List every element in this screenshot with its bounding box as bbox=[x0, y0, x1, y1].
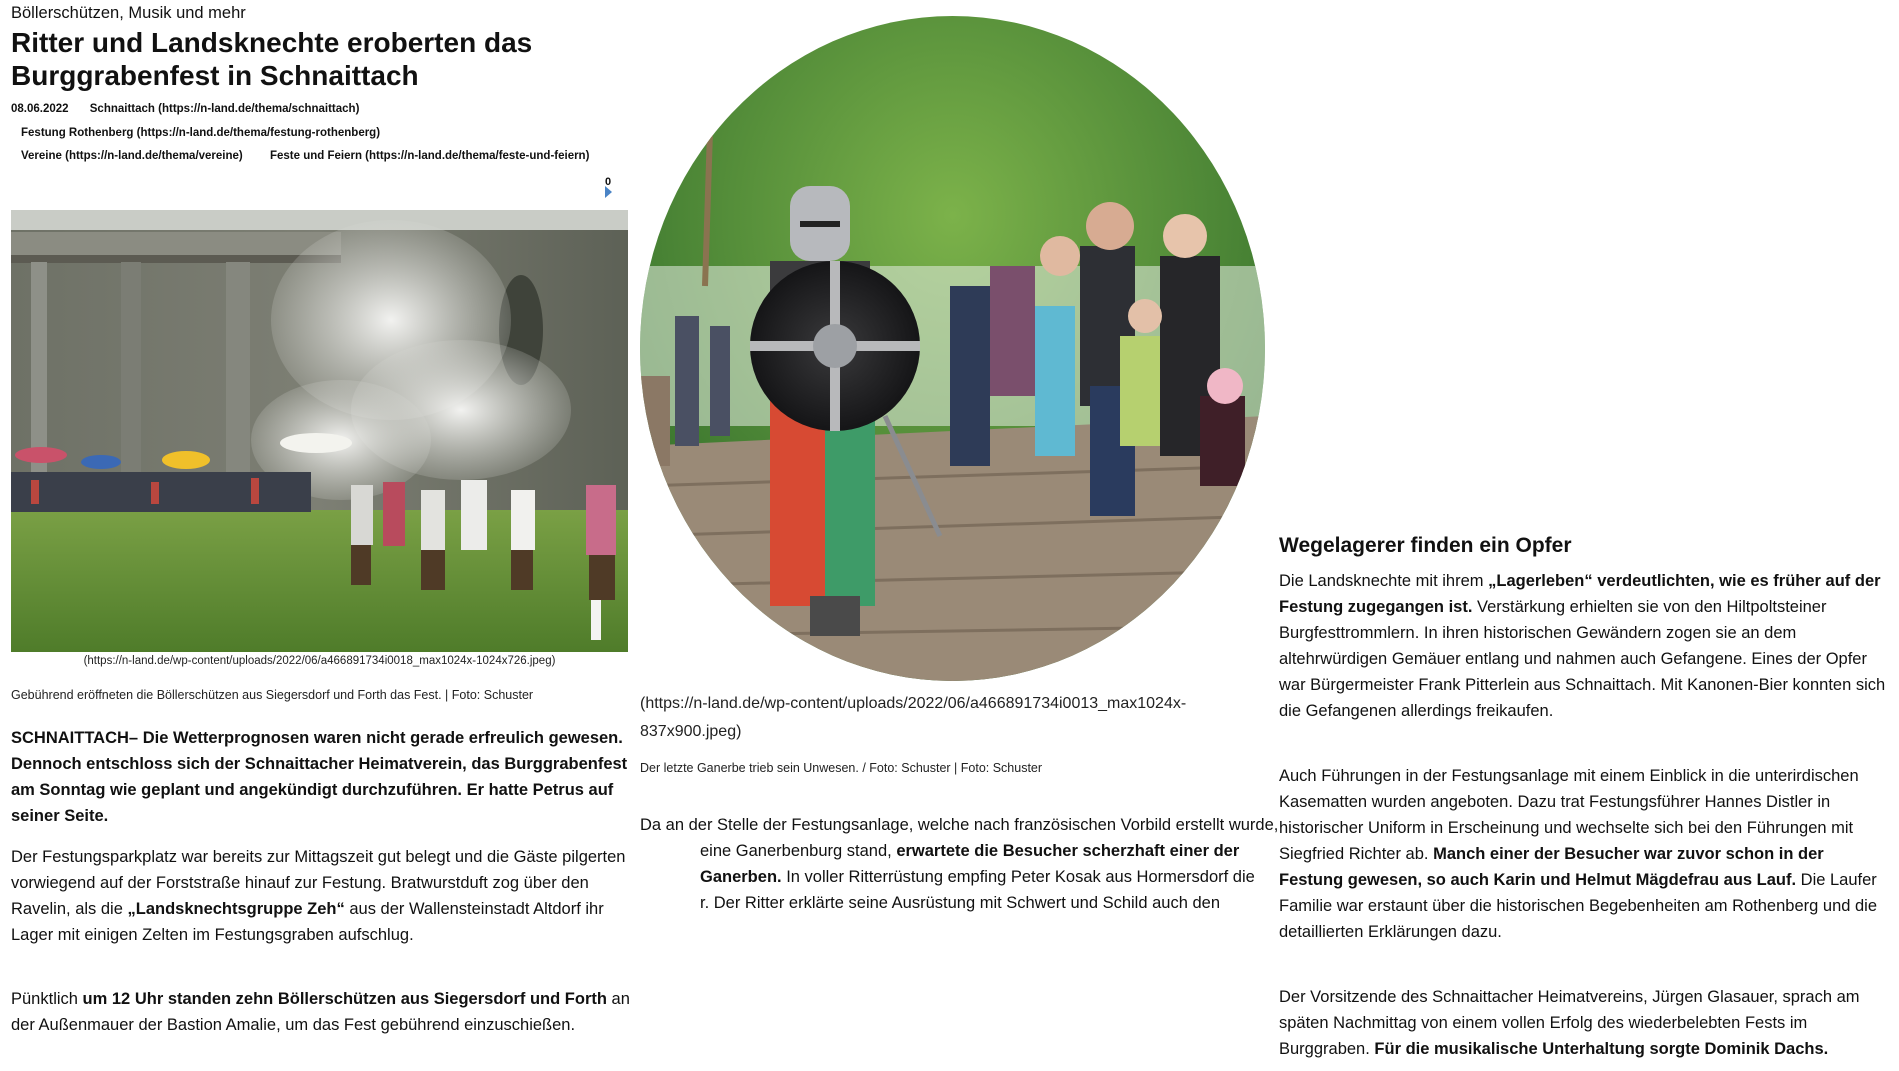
text-run: Der Vorsitzende des Schnaittacher Heimatvereins, Jürgen Glasauer, sprach am späten Nachmittag von einem vollen Erfolg des wiederbelebten Fests im Burggraben. bbox=[1279, 988, 1860, 1058]
text-run-bold: „Lagerleben“ verdeutlichten, wie es früher auf der Festung zugegangen ist. bbox=[1279, 572, 1881, 616]
article-meta-row-2 bbox=[21, 127, 380, 139]
photo-caption-middle: Der letzte Ganerbe trieb sein Unwesen. / Foto: Schuster | Foto: Schuster bbox=[640, 761, 1043, 775]
text-run: Auch Führungen in der Festungsanlage mit einem Einblick in die unterirdischen Kasematten wurden angeboten. Dazu trat Festungsführer Hannes Distler in historischer Uniform in Erscheinung und wechselte sich bei den Führungen mit Siegfried Richter ab. bbox=[1279, 767, 1859, 863]
tag-link-feste-und-feiern[interactable]: Feste und Feiern (https://n-land.de/thema/feste-und-feiern) bbox=[269, 150, 590, 162]
text-run: Verstärkung erhielten sie von den Hiltpoltsteiner Burgfesttrommlern. In ihren historischen Gewändern zogen sie an dem altehrwürdigen Gemäuer entlang und nahmen auch Gefangene. Eines der Opfer war Bürgermeister Frank Pitterlein aus Schnaittach. Mit Kanonen-Bier konnten sich die Gefangenen allerdings freikaufen. bbox=[1279, 598, 1886, 720]
text-line bbox=[640, 864, 1280, 890]
text-line: r. Der Ritter erklärte seine Ausrüstung mit Schwert und Schild auch den bbox=[700, 894, 1220, 912]
text-run-bold: „Landsknechtsgruppe Zeh“ bbox=[127, 900, 345, 918]
article-paragraph-right-1 bbox=[1279, 568, 1887, 724]
article-paragraph-1 bbox=[11, 844, 636, 948]
text-run: an der Außenmauer der Bastion Amalie, um das Fest gebührend einzuschießen. bbox=[11, 990, 630, 1034]
photo-url-middle[interactable]: (https://n-land.de/wp-content/uploads/2022/06/a466891734i0013_max1024x-837x900.jpeg) bbox=[640, 695, 1187, 740]
text-run: In voller Ritterrüstung empfing Peter Kosak aus Hormersdorf die bbox=[781, 868, 1255, 886]
article-kicker: Böllerschützen, Musik und mehr bbox=[11, 4, 246, 22]
photo-url-left[interactable]: (https://n-land.de/wp-content/uploads/2022/06/a466891734i0018_max1024x-1024x726.jpeg) bbox=[83, 655, 556, 667]
tag-link-schnaittach[interactable]: Schnaittach (https://n-land.de/thema/schnaittach) bbox=[89, 103, 360, 115]
article-photo-boellerschuetzen bbox=[11, 210, 628, 652]
text-run: eine Ganerbenburg stand, bbox=[700, 842, 897, 860]
comment-count[interactable]: 0 bbox=[605, 176, 612, 188]
text-run: Die Laufer Familie war erstaunt über die historischen Begebenheiten am Rothenberg und die detaillierten Erklärungen dazu. bbox=[1279, 871, 1878, 941]
article-paragraph-right-3 bbox=[1279, 984, 1887, 1062]
text-run-bold: Manch einer der Besucher war zuvor schon in der Festung gewesen, so auch Karin und Helmut Mägdefrau aus Lauf. bbox=[1279, 845, 1824, 889]
text-run: Die Landsknechte mit ihrem bbox=[1279, 572, 1489, 590]
text-run-bold: Ganerben. bbox=[700, 868, 782, 886]
tag-link-vereine[interactable]: Vereine (https://n-land.de/thema/vereine) bbox=[21, 150, 243, 162]
article-headline: Ritter und Landsknechte eroberten das Burggrabenfest in Schnaittach bbox=[11, 27, 533, 91]
photo-caption-left: Gebührend eröffneten die Böllerschützen aus Siegersdorf und Forth das Fest. | Foto: Schuster bbox=[11, 688, 534, 702]
photo-illustration bbox=[640, 16, 1265, 681]
photo-illustration bbox=[11, 210, 628, 652]
text-run-bold: um 12 Uhr standen zehn Böllerschützen aus Siegersdorf und Forth bbox=[82, 990, 607, 1008]
article-meta-row-3 bbox=[21, 150, 589, 162]
article-photo-ritter bbox=[640, 16, 1265, 681]
article-paragraph-right-2 bbox=[1279, 763, 1887, 945]
text-run: Der Festungsparkplatz war bereits zur Mittagszeit gut belegt und die Gäste pilgerten vorwiegend auf der Forststraße hinauf zur Festung. Bratwurstduft zog über den Ravelin, als die bbox=[11, 848, 626, 918]
section-subhead: Wegelagerer finden ein Opfer bbox=[1279, 534, 1572, 557]
text-line: Da an der Stelle der Festungsanlage, welche nach französischen Vorbild erstellt wurde, bbox=[640, 816, 1279, 834]
article-paragraph-middle bbox=[640, 812, 1280, 916]
article-paragraph-2 bbox=[11, 986, 636, 1038]
comment-icon[interactable] bbox=[605, 186, 612, 198]
article-meta-row-1 bbox=[11, 103, 359, 115]
text-run-bold: erwartete die Besucher scherzhaft einer der bbox=[896, 842, 1240, 860]
text-line bbox=[640, 838, 1280, 864]
article-date: 08.06.2022 bbox=[11, 103, 69, 115]
tag-link-festung-rothenberg[interactable]: Festung Rothenberg (https://n-land.de/thema/festung-rothenberg) bbox=[21, 127, 381, 139]
text-run: Pünktlich bbox=[11, 990, 83, 1008]
article-lead: SCHNAITTACH– Die Wetterprognosen waren nicht gerade erfreulich gewesen. Dennoch entschloss sich der Schnaittacher Heimatverein, das Burggrabenfest am Sonntag wie geplant und angekündigt durchzuführen. Er hatte Petrus auf seiner Seite. bbox=[11, 729, 628, 825]
text-run: aus der Wallensteinstadt Altdorf ihr Lager mit einigen Zelten im Festungsgraben aufschlug. bbox=[11, 900, 604, 944]
text-run-bold: Für die musikalische Unterhaltung sorgte Dominik Dachs. bbox=[1374, 1040, 1829, 1058]
